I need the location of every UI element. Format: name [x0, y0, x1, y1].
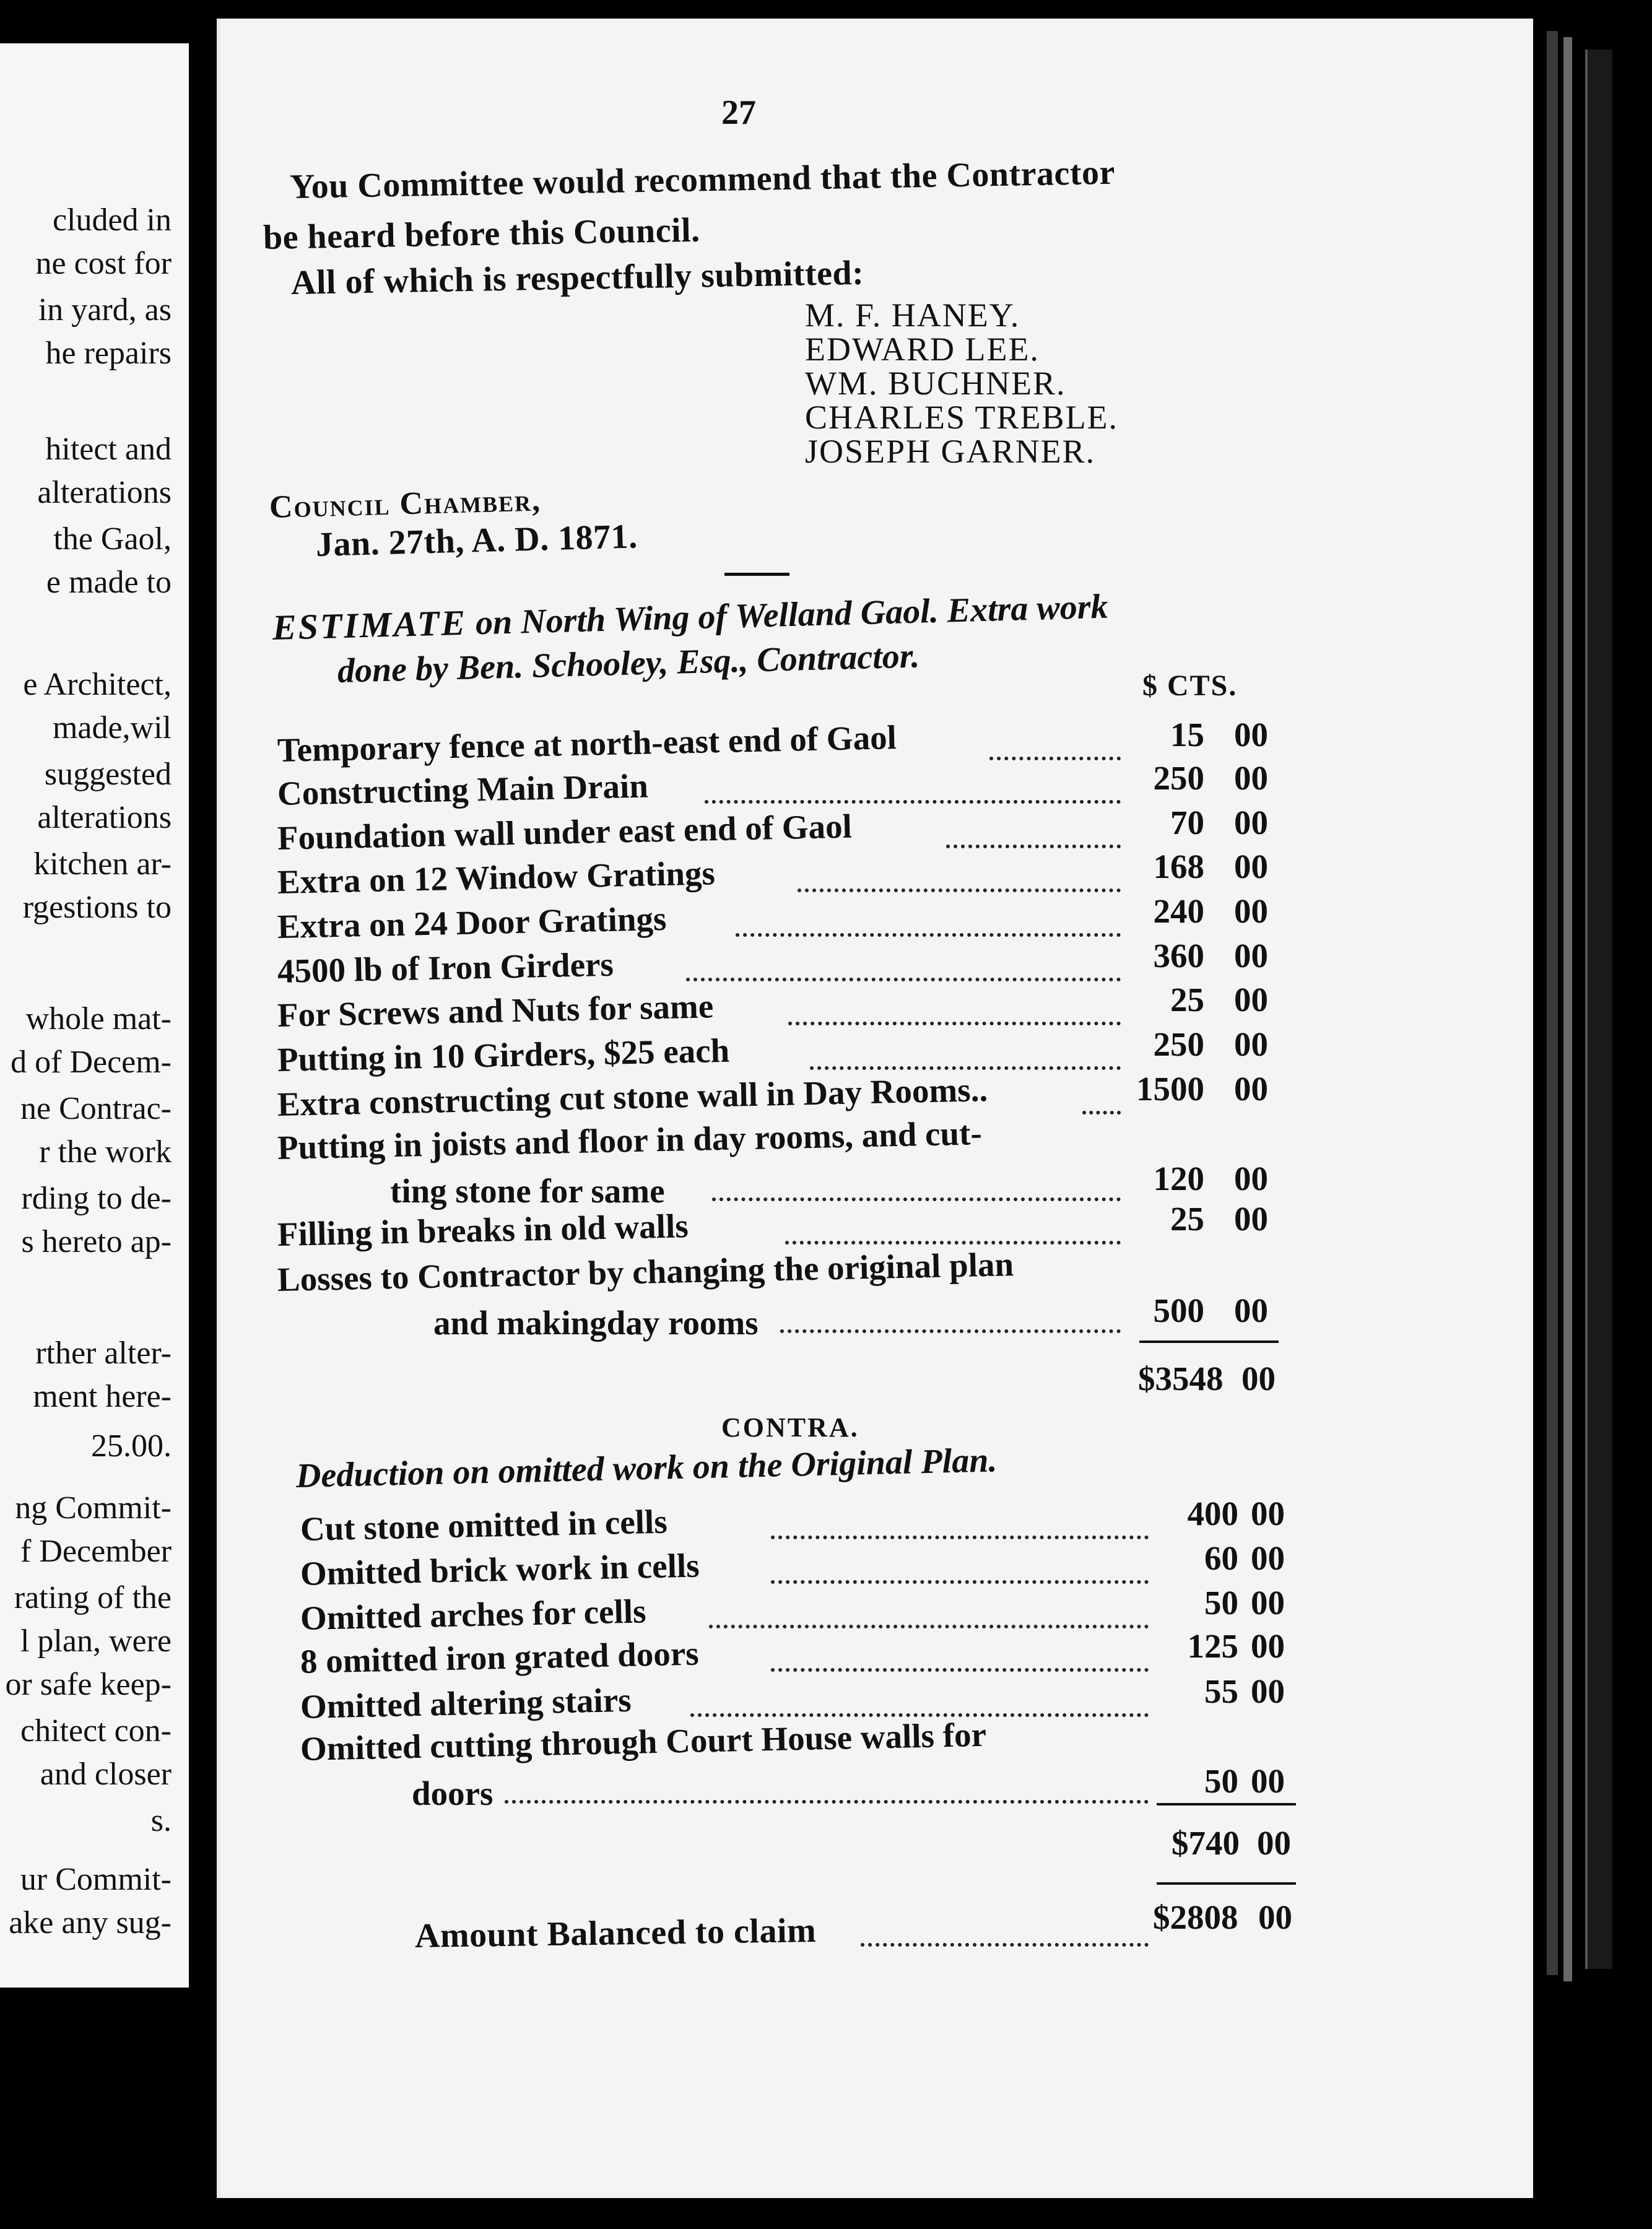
item-cents: 00	[1251, 1495, 1285, 1532]
section-divider	[724, 573, 789, 576]
item-dollars: 25	[1170, 1200, 1204, 1238]
facing-page-text-fragment: chitect con-	[20, 1713, 172, 1749]
item-cents: 00	[1251, 1539, 1285, 1577]
facing-page-text-fragment: r the work	[39, 1134, 172, 1170]
item-cents: 00	[1234, 804, 1268, 841]
item-label-continued: ting stone for same	[390, 1172, 665, 1210]
item-dollars: 60	[1204, 1539, 1238, 1577]
dot-leader	[785, 1241, 1121, 1245]
item-cents: 00	[1234, 716, 1268, 754]
estimate-total-cents: 00	[1241, 1360, 1276, 1397]
dot-leader	[788, 1022, 1121, 1025]
item-cents: 00	[1234, 1160, 1268, 1197]
page-edge	[1547, 31, 1558, 1975]
date-line: Jan. 27th, A. D. 1871.	[315, 517, 638, 564]
item-dollars: 1500	[1136, 1070, 1204, 1108]
dot-leader	[989, 757, 1121, 760]
balance-dollars: $2808	[1153, 1898, 1238, 1936]
item-dollars: 240	[1153, 892, 1204, 930]
dot-leader	[705, 800, 1121, 804]
item-label: Putting in joists and floor in day rooms, and cut-	[277, 1114, 983, 1167]
place-line: Council Chamber,	[269, 482, 542, 525]
facing-page-text-fragment: ake any sug-	[9, 1905, 172, 1940]
estimate-total-dollars: $3548	[1138, 1360, 1224, 1397]
balance-leader	[861, 1943, 1149, 1947]
facing-page-text-fragment: rgestions to	[22, 890, 172, 925]
dot-leader	[505, 1800, 1149, 1804]
item-label: For Screws and Nuts for same	[277, 987, 714, 1034]
total-rule	[1157, 1803, 1296, 1805]
item-label: Cut stone omitted in cells	[300, 1502, 668, 1548]
item-label: Extra on 12 Window Gratings	[277, 854, 716, 901]
facing-page-text-fragment: alterations	[37, 800, 172, 835]
contra-heading: CONTRA.	[721, 1412, 859, 1443]
contra-total-cents: 00	[1257, 1824, 1291, 1862]
facing-page-text-fragment: f December	[20, 1534, 172, 1569]
item-dollars: 168	[1153, 848, 1204, 885]
dot-leader	[686, 978, 1121, 981]
facing-page-text-fragment: rding to de-	[21, 1181, 172, 1216]
item-label: Losses to Contractor by changing the original plan	[277, 1245, 1014, 1298]
facing-page-text-fragment: d of Decem-	[11, 1045, 172, 1080]
item-cents: 00	[1234, 1070, 1268, 1108]
estimate-heading-line2: done by Ben. Schooley, Esq., Contractor.	[337, 637, 921, 690]
item-dollars: 25	[1170, 981, 1204, 1019]
total-rule	[1139, 1340, 1279, 1343]
dot-leader	[771, 1668, 1149, 1672]
item-cents: 00	[1234, 892, 1268, 930]
facing-page-text-fragment: ur Commit-	[20, 1862, 172, 1897]
item-cents: 00	[1251, 1762, 1285, 1800]
item-dollars: 55	[1204, 1672, 1238, 1710]
item-label: Omitted arches for cells	[300, 1592, 647, 1637]
item-cents: 00	[1234, 937, 1268, 975]
item-cents: 00	[1251, 1672, 1285, 1710]
page-edge	[1585, 50, 1612, 1969]
balance-cents: 00	[1258, 1898, 1292, 1936]
facing-page-text-fragment: 25.00.	[91, 1428, 172, 1464]
facing-page-text-fragment: cluded in	[52, 202, 172, 238]
item-label: Temporary fence at north-east end of Gaol	[277, 718, 897, 769]
item-label: Omitted brick work in cells	[300, 1546, 700, 1592]
item-label: Filling in breaks in old walls	[277, 1207, 689, 1253]
facing-page-text-fragment: s.	[150, 1803, 172, 1838]
facing-page-text-fragment: ne cost for	[35, 246, 172, 281]
item-label: Constructing Main Drain	[277, 767, 649, 812]
item-label-continued: doors	[412, 1775, 493, 1812]
estimate-heading-rest: on North Wing of Welland Gaol. Extra work	[466, 587, 1109, 643]
item-cents: 00	[1234, 1292, 1268, 1329]
dot-leader	[771, 1536, 1149, 1539]
facing-page-text-fragment: e made to	[46, 565, 172, 600]
dot-leader	[798, 889, 1121, 892]
signatory: JOSEPH GARNER.	[805, 433, 1096, 470]
facing-page-text-fragment: in yard, as	[38, 292, 172, 328]
item-dollars: 250	[1153, 1025, 1204, 1063]
facing-page-text-fragment: e Architect,	[23, 667, 172, 702]
item-cents: 00	[1251, 1627, 1285, 1665]
facing-page-text-fragment: kitchen ar-	[33, 846, 172, 882]
facing-page-text-fragment: rating of the	[14, 1580, 172, 1615]
facing-page-text-fragment: ment here-	[33, 1379, 172, 1414]
facing-page-text-fragment: or safe keep-	[5, 1667, 172, 1702]
facing-page-text-fragment: ng Commit-	[15, 1490, 172, 1526]
page-number: 27	[721, 93, 756, 132]
facing-page-text-fragment: made,wil	[52, 710, 172, 745]
item-label-continued: and makingday rooms	[433, 1304, 759, 1342]
dot-leader	[780, 1329, 1121, 1333]
item-dollars: 125	[1187, 1627, 1238, 1665]
item-cents: 00	[1234, 848, 1268, 885]
item-cents: 00	[1234, 981, 1268, 1019]
item-cents: 00	[1234, 1200, 1268, 1238]
facing-page-text-fragment: l plan, were	[20, 1623, 172, 1659]
dot-leader	[771, 1580, 1149, 1584]
estimate-heading-lead: ESTIMATE	[272, 602, 467, 648]
facing-page-text-fragment: s hereto ap-	[21, 1224, 172, 1259]
dot-leader	[810, 1066, 1121, 1070]
signatory: M. F. HANEY.	[805, 297, 1020, 334]
item-label: Omitted altering stairs	[300, 1680, 632, 1726]
page-edge	[1563, 37, 1572, 1981]
item-dollars: 500	[1153, 1292, 1204, 1329]
dot-leader	[946, 845, 1121, 848]
item-dollars: 70	[1170, 804, 1204, 841]
facing-page-text-fragment: he repairs	[45, 336, 172, 371]
dot-leader	[736, 933, 1121, 937]
balance-label: Amount Balanced to claim	[414, 1911, 817, 1955]
item-label: Extra on 24 Door Gratings	[277, 899, 667, 945]
item-dollars: 50	[1204, 1762, 1238, 1800]
item-label: Omitted cutting through Court House walls for	[300, 1715, 987, 1768]
facing-page-text-fragment: and closer	[40, 1757, 172, 1792]
contra-subheading: Deduction on omitted work on the Original Plan.	[295, 1441, 998, 1495]
item-cents: 00	[1234, 1025, 1268, 1063]
item-dollars: 50	[1204, 1584, 1238, 1622]
signatory: WM. BUCHNER.	[805, 365, 1066, 402]
facing-page	[0, 43, 189, 1988]
facing-page-text-fragment: whole mat-	[25, 1001, 172, 1036]
item-dollars: 120	[1153, 1160, 1204, 1197]
item-label: Extra constructing cut stone wall in Day Rooms..	[277, 1070, 988, 1123]
item-label: 4500 lb of Iron Girders	[277, 945, 614, 990]
item-dollars: 360	[1153, 937, 1204, 975]
intro-line: be heard before this Council.	[263, 211, 701, 257]
contra-total-dollars: $740	[1172, 1824, 1240, 1862]
facing-page-text-fragment: rther alter-	[35, 1336, 172, 1371]
intro-line: All of which is respectfully submitted:	[290, 253, 864, 302]
signatory: EDWARD LEE.	[805, 331, 1040, 368]
dot-leader	[1082, 1111, 1121, 1114]
item-cents: 00	[1251, 1584, 1285, 1622]
facing-page-text-fragment: the Gaol,	[53, 521, 172, 557]
facing-page-text-fragment: suggested	[44, 757, 172, 792]
item-label: Foundation wall under east end of Gaol	[277, 807, 853, 857]
dot-leader	[709, 1625, 1149, 1628]
item-label: Putting in 10 Girders, $25 each	[277, 1031, 730, 1079]
item-dollars: 15	[1170, 716, 1204, 754]
item-dollars: 400	[1187, 1495, 1238, 1532]
facing-page-text-fragment: alterations	[37, 475, 172, 510]
signatory: CHARLES TREBLE.	[805, 399, 1119, 436]
facing-page-text-fragment: hitect and	[45, 432, 172, 467]
currency-header: $ CTS.	[1142, 669, 1238, 702]
facing-page-text-fragment: ne Contrac-	[20, 1091, 172, 1126]
total-rule	[1157, 1882, 1296, 1885]
item-label: 8 omitted iron grated doors	[300, 1634, 700, 1680]
dot-leader	[712, 1197, 1121, 1201]
item-cents: 00	[1234, 759, 1268, 797]
intro-line: You Committee would recommend that the Contractor	[289, 153, 1116, 206]
item-dollars: 250	[1153, 759, 1204, 797]
